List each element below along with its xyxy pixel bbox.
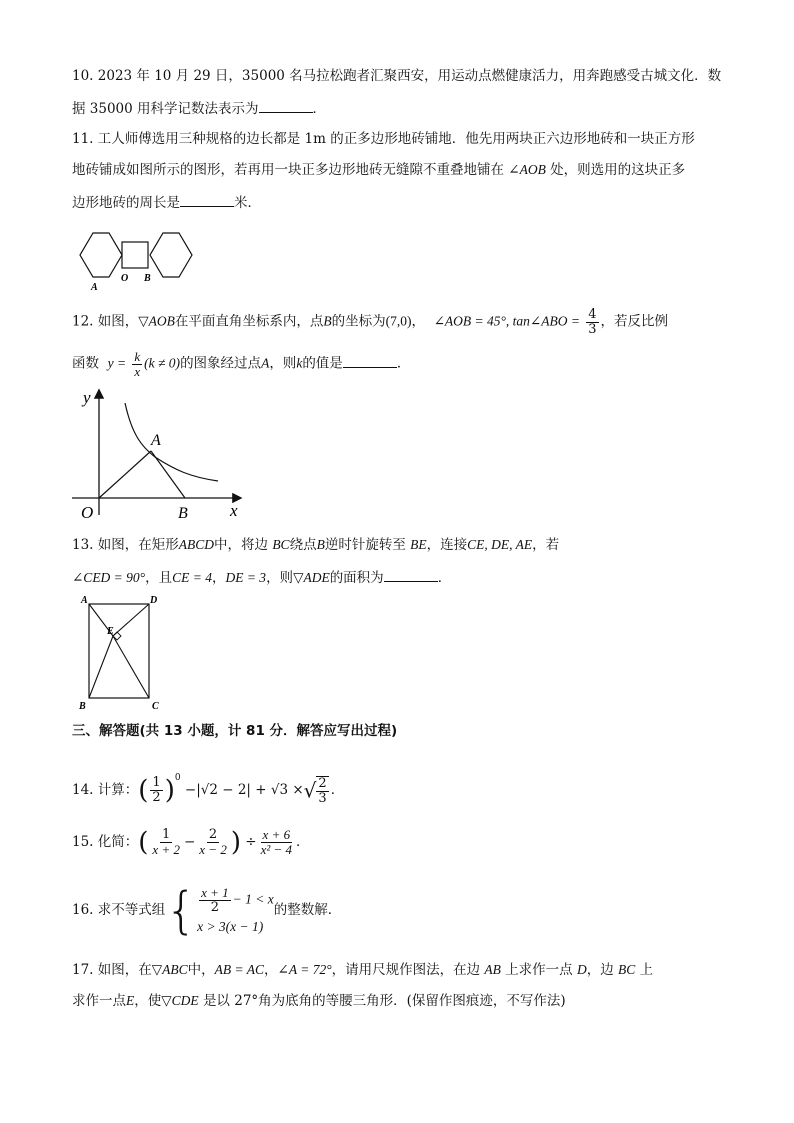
q15: 15. 化简：( $\frac{1}{x + 2}$ − $\frac{2}{x - 2}$ ) ÷ $\frac{x + 6}{\text{x² − 4}}$ ． xyxy=(72,827,310,858)
fig12-label-x: x xyxy=(230,501,238,520)
fig11-label-o: O xyxy=(121,273,129,284)
left-hexagon xyxy=(80,233,122,277)
half-fraction: $\frac{1}{2}$ xyxy=(152,775,161,805)
q11-line3: 边形地砖的周长是 米． xyxy=(72,192,261,213)
q12-coordinate-figure xyxy=(70,385,250,525)
answer-blank xyxy=(259,98,313,113)
answer-blank xyxy=(343,353,397,368)
fig11-label-a: A xyxy=(91,282,98,293)
fig12-label-o: O xyxy=(81,503,94,522)
segment-oa xyxy=(99,451,151,498)
fig13-label-a: A xyxy=(81,595,88,606)
tan-fraction: $\frac{4}{3}$ xyxy=(588,307,597,337)
segment-ce xyxy=(113,636,149,698)
q11-line2: 地砖铺成如图所示的图形，若再用一块正多边形地砖无缝隙不重叠地铺在 ∠AOB 处，则选用的这块正多 xyxy=(72,162,686,178)
fig12-label-b: B xyxy=(178,505,188,522)
inequality-system: $\frac{x + 1}{2}$ − 1 < x x > 3(x − 1) xyxy=(197,885,274,934)
q12-line2: 函数 y = $\frac{k}{x}$ (k ≠ 0)的图象经过点A，则k的值是 ． xyxy=(72,349,411,379)
center-square xyxy=(122,242,148,268)
q13-line2: ∠CED = 90°，且CE = 4，DE = 3，则▽ADE的面积为 ． xyxy=(72,567,451,588)
sqrt-fraction: $\frac{2}{3}$ xyxy=(318,775,327,806)
section-heading: 三、解答题(共 13 小题，计 81 分．解答应写出过程) xyxy=(72,723,398,739)
q13-line1: 13. 如图，在矩形ABCD中，将边 BC绕点B逆时针旋转至 BE，连接CE, DE, AE，若 xyxy=(72,537,560,553)
q14: 14. 计算：( $\frac{1}{2}$ )$^0$ −|√2 − 2| + √3 ×√ $\frac{2}{3}$ ． xyxy=(72,773,345,806)
q13-rectangle-figure xyxy=(78,594,168,714)
q10-line2: 据 35000 用科学记数法表示为 ． xyxy=(72,98,326,119)
hyperbola-curve xyxy=(125,403,218,481)
fig13-label-c: C xyxy=(152,701,159,712)
segment-ab xyxy=(151,451,185,498)
q17-line1: 17. 如图，在▽ABC中，AB = AC，∠A = 72°，请用尺规作图法，在边 AB 上求作一点 D，边 BC 上 xyxy=(72,962,654,978)
fig13-label-d: D xyxy=(150,595,158,606)
q10-line1: 10. 2023 年 10 月 29 日，35000 名马拉松跑者汇聚西安，用运动点燃健康活力，用奔跑感受古城文化．数 xyxy=(72,68,722,84)
k-over-x-fraction: $\frac{k}{x}$ xyxy=(134,349,141,379)
rectangle-abcd xyxy=(89,604,149,698)
segment-de xyxy=(113,604,149,636)
fig13-label-e: E xyxy=(107,626,114,637)
segment-be xyxy=(89,636,113,698)
answer-blank xyxy=(180,192,234,207)
q11-hexagon-figure xyxy=(80,228,200,298)
right-hexagon xyxy=(150,233,192,277)
q11-line1: 11. 工人师傅选用三种规格的边长都是 1m 的正多边形地砖铺地．他先用两块正六边形地砖和一块正方形 xyxy=(72,131,695,147)
fig12-label-y: y xyxy=(83,388,91,407)
q17-line2: 求作一点E，使▽CDE 是以 27°角为底角的等腰三角形．(保留作图痕迹，不写作法) xyxy=(72,993,566,1009)
fig11-label-b: B xyxy=(144,273,151,284)
q12-line1: 12. 如图，▽AOB在平面直角坐标系内，点B的坐标为(7,0)， ∠AOB = 45°, tan∠ABO = $\frac{4}{3}$ ，若反比例 xyxy=(72,307,669,337)
fig13-label-b: B xyxy=(79,701,86,712)
answer-blank xyxy=(384,567,438,582)
q16: 16. 求不等式组{ $\frac{x + 1}{2}$ − 1 < x x > 3(x − 1) 的整数解． xyxy=(72,881,342,940)
fig12-label-a: A xyxy=(151,432,161,449)
